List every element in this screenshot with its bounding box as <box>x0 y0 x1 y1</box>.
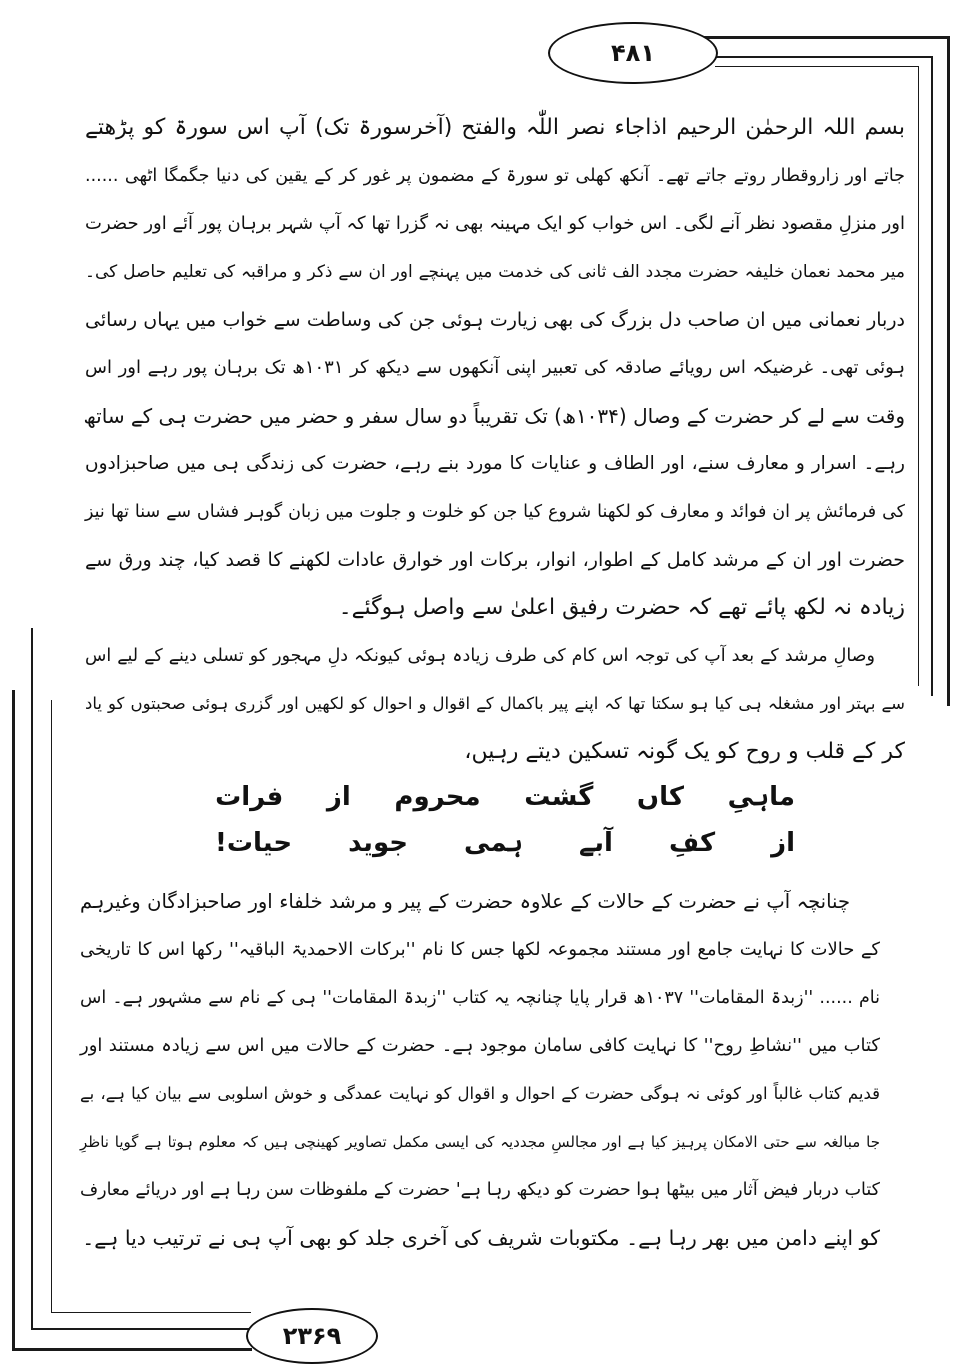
text-line: کتاب دربار فیض آثار میں بیٹھا ہوا حضرت کو دیکھ رہا ہے' حضرت کے ملفوظات سن رہا ہے اور دریائے معارف <box>80 1180 880 1200</box>
text-line: میر محمد نعمان خلیفہ حضرت مجدد الف ثانی کی خدمت میں پہنچے اور ان سے ذکر و مراقبہ کی تعلیم حاصل کی۔ <box>85 262 905 282</box>
verse-word: کفِ <box>668 828 716 858</box>
frame-line <box>51 1312 251 1313</box>
frame-line <box>31 1328 251 1330</box>
page-number-top <box>548 22 718 84</box>
verse-word: ہمی <box>464 828 523 858</box>
page-number-text: ۲۳۶۹ <box>282 1322 342 1350</box>
text-line: رہے۔ اسرار و معارف سنے، اور الطاف و عنایات کا مورد بنے رہے، حضرت کی زندگی ہی میں صاحبزادوں <box>85 453 905 474</box>
text-line: سے بہتر اور مشغلہ ہی کیا ہو سکتا تھا کہ اپنے پیر باکمال کے اقوال و احوال کو لکھیں اور گزری ہوئی صحبتوں کو یاد <box>85 694 905 713</box>
verse-word: حیات! <box>215 828 293 858</box>
verse-line-2 <box>215 825 795 861</box>
frame-line <box>690 36 950 39</box>
frame-line <box>947 36 950 706</box>
text-line: کے حالات کا نہایت جامع اور مستند مجموعہ لکھا جس کا نام ''برکات الاحمدیۃ الباقیہ'' رکھا اس کا تاریخی <box>80 939 880 960</box>
text-line: جا مبالغہ سے حتی الامکان پرہیز کیا ہے اور مجالسِ مجددیہ کی ایسی مکمل تصاویر کھینچی ہیں کہ معلوم ہوتا ہے گویا ناظرِ <box>80 1133 880 1151</box>
text-line: قدیم کتاب غالباً اور کوئی نہ ہوگی حضرت کے احوال و اقوال کو نہایت عمدگی و خوش اسلوبی سے بیان کیا ہے، بے <box>80 1084 880 1103</box>
verse-word: آبے <box>579 828 613 858</box>
verse-line-1 <box>215 779 795 815</box>
frame-line <box>700 56 933 58</box>
verse-word: محروم <box>394 782 481 812</box>
verse-word: جوید <box>348 828 408 858</box>
text-line: کتاب میں ''نشاطِ روح'' کا نہایت کافی سامان موجود ہے۔ حضرت کے حالات میں اس سے زیادہ مستند اور <box>80 1035 880 1056</box>
text-line: نام ...... ''زبدۃ المقامات'' ۱۰۳۷ھ قرار پایا چنانچہ یہ کتاب ''زبدۃ المقامات'' ہی کے نام سے مشہور ہے۔ اس <box>80 988 880 1008</box>
verse-word: گشت <box>524 782 594 812</box>
text-line: کر کے قلب و روح کو یک گونہ تسکین دیتے رہیں، <box>464 739 905 764</box>
text-line: ہوئی تھی۔ غرضیکہ اس رویائے صادقہ کی تعبیر اپنی آنکھوں سے دیکھ کر ۱۰۳۱ھ تک برہان پور رہے اور اس <box>85 357 906 378</box>
text-line: زیادہ نہ لکھ پائے تھے کہ حضرت رفیق اعلیٰ سے واصل ہوگئے۔ <box>338 595 905 620</box>
verse-word: کاں <box>636 782 684 812</box>
verse-word: فرات <box>215 782 284 812</box>
text-line: بسم اللہ الرحمٰن الرحیم اذاجاء نصر اللّٰہ والفتح (آخرسورۃ تک) آپ اس سورۃ کو پڑھتے <box>85 115 905 140</box>
verse-word: از <box>326 782 351 812</box>
frame-line <box>12 1348 252 1351</box>
frame-line <box>51 700 52 1312</box>
frame-line <box>31 628 33 1330</box>
frame-line <box>918 66 919 686</box>
frame-line <box>715 66 919 67</box>
frame-line <box>12 690 15 1350</box>
text-line: وصالِ مرشد کے بعد آپ کی توجہ اس کام کی طرف زیادہ ہوئی کیونکہ دلِ مہجور کو تسلی دینے کے لیے اس <box>85 646 875 666</box>
page-number-text: ۴۸۱ <box>611 39 655 67</box>
verse-word: از <box>771 828 795 858</box>
text-line: چنانچہ آپ نے حضرت کے حالات کے علاوہ حضرت کے پیر و مرشد خلفاء اور صاحبزادگان وغیرہم <box>80 890 850 913</box>
page-number-bottom <box>246 1308 378 1364</box>
text-line: اور منزلِ مقصود نظر آنے لگی۔ اس خواب کو ایک مہینہ بھی نہ گزرا تھا کہ آپ شہر برہان پور آئے اور حضرت <box>85 213 905 234</box>
verse-word: ماہیِ <box>727 782 795 812</box>
text-line: کی فرمائش پر ان فوائد و معارف کو لکھنا شروع کیا جن کو خلوت و جلوت میں زبان گوہر فشاں سے سنا تھا نیز <box>85 502 905 522</box>
text-line: حضرت اور ان کے مرشد کامل کے اطوار، انوار، برکات اور خوارق عادات لکھنے کا قصد کیا، چند ورق سے <box>85 549 905 571</box>
text-line: دربار نعمانی میں ان صاحب دل بزرگ کی بھی زیارت ہوئی جن کی وساطت سے خواب میں یہاں رسائی <box>85 309 905 331</box>
text-line: کو اپنے دامن میں بھر رہا ہے۔ مکتوبات شریف کی آخری جلد کو بھی آپ ہی نے ترتیب دیا ہے۔ <box>82 1226 880 1250</box>
text-line: جاتے اور زاروقطار روتے جاتے تھے۔ آنکھ کھلی تو سورۃ کے مضمون پر غور کر کے یقین کی دنیا جگمگا اٹھی ...... <box>85 166 905 186</box>
text-line: وقت سے لے کر حضرت کے وصال (۱۰۳۴ھ) تک تقریباً دو سال سفر و حضر میں حضرت ہی کے ساتھ <box>83 404 905 428</box>
frame-line <box>931 56 933 696</box>
